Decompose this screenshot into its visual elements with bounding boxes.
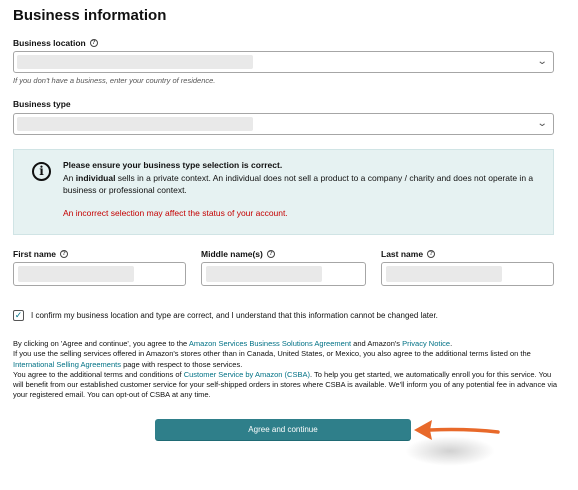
business-location-hint: If you don't have a business, enter your country of residence. bbox=[13, 76, 216, 85]
alert-body-bold: individual bbox=[75, 173, 116, 183]
redacted-value bbox=[17, 117, 253, 131]
business-type-select[interactable] bbox=[13, 113, 554, 135]
redacted-value bbox=[386, 266, 502, 282]
legal-p1-text: By clicking on 'Agree and continue', you agree to the bbox=[13, 339, 189, 348]
redacted-value bbox=[206, 266, 322, 282]
last-name-label-text: Last name bbox=[381, 249, 424, 259]
last-name-field[interactable] bbox=[381, 262, 554, 286]
first-name-label bbox=[13, 249, 68, 259]
legal-p2-text: page with respect to those services. bbox=[121, 359, 243, 369]
alert-body-rest: sells in a private context. An individual does not sell a product to a company / charity and does not operate in a business or professional context. bbox=[63, 173, 534, 195]
middle-name-label-text: Middle name(s) bbox=[201, 249, 263, 259]
middle-name-field[interactable] bbox=[201, 262, 366, 286]
chevron-down-icon: ⌄ bbox=[536, 56, 548, 67]
checkmark-icon: ✓ bbox=[14, 310, 23, 320]
legal-p3-text: . To help you get started, we automatically enroll you for this service. You will benefit from our established customer service for your self-shipped orders in stores where CSBA is available. We'll inform you of any potential fee in advance via your registered email. You can opt-out of CSBA at any time. bbox=[13, 369, 558, 400]
legal-p2-text: If you use the selling services offered in Amazon's stores other than in Canada, United States, or Mexico, you also agree to the additional terms listed on the bbox=[13, 349, 531, 359]
privacy-notice-link[interactable]: Privacy Notice bbox=[402, 339, 451, 348]
legal-p3-text: You agree to the additional terms and conditions of bbox=[13, 369, 184, 379]
alert-warning: An incorrect selection may affect the status of your account. bbox=[63, 208, 288, 218]
help-icon[interactable]: ? bbox=[427, 250, 435, 258]
alert-body bbox=[63, 172, 543, 196]
help-icon[interactable]: ? bbox=[267, 250, 275, 258]
first-name-label-text: First name bbox=[13, 249, 56, 259]
redacted-value bbox=[18, 266, 134, 282]
international-selling-agreements-link[interactable]: International Selling Agreements bbox=[13, 359, 121, 369]
info-icon: i bbox=[32, 162, 51, 181]
confirm-label: I confirm my business location and type are correct, and I understand that this information cannot be changed later. bbox=[31, 311, 438, 320]
help-icon[interactable]: ? bbox=[60, 250, 68, 258]
business-type-alert bbox=[13, 149, 554, 235]
chevron-down-icon: ⌄ bbox=[536, 118, 548, 129]
help-icon[interactable]: ? bbox=[90, 39, 98, 47]
legal-p1-text: and Amazon's bbox=[351, 339, 403, 348]
legal-p1-text: . bbox=[450, 339, 453, 348]
agree-and-continue-button[interactable]: Agree and continue bbox=[155, 419, 411, 440]
first-name-field[interactable] bbox=[13, 262, 186, 286]
csba-link[interactable]: Customer Service by Amazon (CSBA) bbox=[183, 369, 310, 379]
business-type-label-text: Business type bbox=[13, 99, 71, 109]
business-type-label bbox=[13, 99, 71, 109]
business-location-label bbox=[13, 38, 98, 48]
alert-body-prefix: An bbox=[63, 173, 76, 183]
alert-heading: Please ensure your business type selection is correct. bbox=[63, 160, 283, 170]
middle-name-label bbox=[201, 249, 275, 259]
last-name-label bbox=[381, 249, 435, 259]
legal-text bbox=[13, 339, 558, 401]
confirm-checkbox[interactable] bbox=[13, 310, 24, 321]
page-title: Business information bbox=[13, 7, 167, 24]
redacted-value bbox=[17, 55, 253, 69]
business-location-select[interactable] bbox=[13, 51, 554, 73]
business-solutions-agreement-link[interactable]: Amazon Services Business Solutions Agreement bbox=[188, 339, 352, 348]
orange-arrow-icon bbox=[410, 418, 502, 444]
business-location-label-text: Business location bbox=[13, 38, 86, 48]
